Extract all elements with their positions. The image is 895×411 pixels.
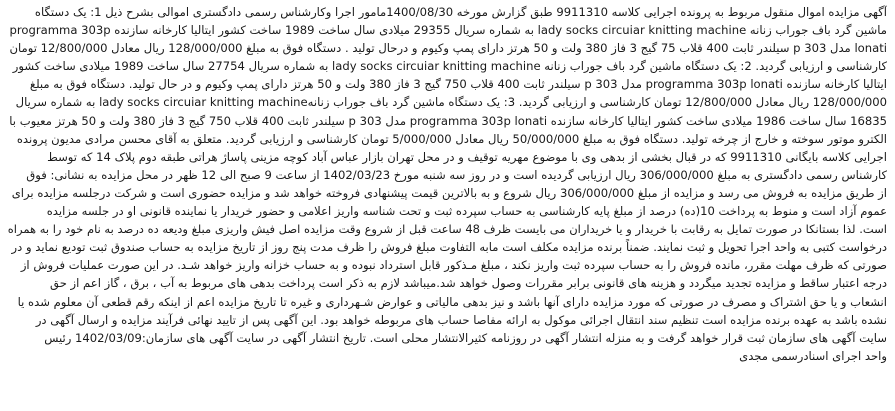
- notice-line-5: ایتالیا کارخانه سازنده programma 303p lonati مدل 303 p سیلندر ثابت 400 قلاب 750 گیج 3 فاز 380 ولت و 50 هرتز دارای پمپ وکیوم و در حال تولید. دستگاه فوق به مبلغ: [29, 77, 887, 92]
- notice-line-8: الکترو موتور سوخته و خارج از چرخه تولید. دستگاه فوق به مبلغ 50/000/000 ریال معادل 5/000/000 تومان کارشناسی و ارزیابی گردید. متعلق به آقای محسن مرادی مدیون پرونده: [16, 131, 887, 146]
- auction-notice-text: [8, 3, 887, 408]
- notice-line-4: کارشناسی و ارزیابی گردید. 2: یک دستگاه ماشین گرد باف جوراب زنانه lady socks circuiar knitting machine به شماره سریال 27754 سال ساخت 1989 میلادی ساخت کشور: [12, 59, 887, 74]
- notice-line-16: درجه اعتبار ساقط و مزایده تجدید میگردد و هزینه های قانونی برابر مقررات وصول خواهد شد.میباشد لازم به ذکر است پرداخت بدهی های مربوط به آب ، برق ، گاز اعم از حق: [50, 276, 887, 291]
- notice-line-3: lonati مدل 303 p سیلندر ثابت 400 قلاب 75 گیج 3 فاز 380 ولت و 50 هرتز دارای پمپ وکیوم و درحال تولید . دستگاه فوق به مبلغ 128/000/000 ریال معادل 12/800/000 تومان: [9, 41, 887, 56]
- notice-line-19: سایت آگهی های سازمان ثبت قرار خواهد گرفت و به منزله انتشار آگهی در روزنامه کثیرالانتشار محلی است. تاریخ انتشار آگهی در سایت آگهی های سازمان:1402/03/09 رئیس: [44, 330, 887, 345]
- notice-line-11: از طریق مزایده به فروش می رسد و مزایده از مبلغ 306/000/000 ریال شروع و به بالاترین قیمت پیشنهادی فروخته خواهد شد و مزایده حضوری است و شرکت درجلسه مزایده برای: [11, 185, 887, 200]
- notice-line-15: صورتی که ظرف مهلت مقرر، مانده فروش را به حساب سپرده ثبت واریز نکند ، مبلغ مـذکور قابل استرداد نبوده و به حساب خزانه واریز خواهد شـد. در این صورت عملیات فروش از: [20, 258, 887, 273]
- notice-line-20: واحد اجرای اسنادرسمی مجدی: [739, 348, 887, 363]
- notice-line-1: آگهی مزایده اموال منقول مربوط به پرونده اجرایی کلاسه 9911310 طبق گزارش مورخه 1400/08/30مامور اجرا وکارشناس رسمی دادگستری اموالی بشرح ذیل 1: یک دستگاه: [34, 5, 887, 19]
- notice-line-13: است. لذا بستانکا در صورت تمایل به رقابت با خریدار و یا خریداران می بایست ظرف 48 ساعت قبل از شروع وقت مزایده اصل فیش واریزی مبلغ ودیعه ده درصد به نام خود را به همراه: [8, 222, 887, 237]
- notice-line-9: اجرایی کلاسه بایگانی 9911310 که در قبال بخشی از بدهی وی با موضوع مهریه توقیف و در محل تهران بازار عباس آباد کوچه مزینی پاساژ هراتی طبقه دوم پلاک 14 که توسط: [47, 149, 887, 164]
- notice-line-2: ماشین گرد باف جوراب زنانه lady socks circuiar knitting machine به شماره سریال 29355 میلادی سال ساخت 1989 ساخت کشور ایتالیا کارخانه سازنده programma 303p: [9, 23, 887, 38]
- notice-line-10: کارشناس رسمی دادگستری به مبلغ 306/000/000 ریال ارزیابی گردیده است و در روز سه شنبه مورخ 1402/03/23 از ساعت 9 صبح الی 12 ظهر در محل مزایده به نشانی: فوق: [26, 167, 887, 182]
- notice-line-18: نشده باشد به عهده برنده مزایده است تنظیم سند انتقال اجرائی موکول به ارائه مفاصا حساب های مربوطه خواهد بود. این آگهی پس از تایید نهائی فرآیند مزایده و ارسال آگهی در: [35, 312, 887, 327]
- notice-line-6: 128/000/000 ریال معادل 12/800/000 تومان کارشناسی و ارزیابی گردید. 3: یک دستگاه ماشین گرد باف جوراب زنانهlady socks circuiar knitting machine به شماره سریال: [15, 95, 887, 110]
- notice-line-7: 16835 سال ساخت 1986 میلادی ساخت کشور ایتالیا کارخانه سازنده programma 303p lonati مدل 303 p سیلندر ثابت 400 قلاب 750 گیج 3 فاز 380 ولت و 50 هرتز معیوب با: [9, 113, 887, 128]
- notice-line-17: انشعاب و یا حق اشتراک و مصرف در صورتی که مورد مزایده دارای آنها باشد و نیز بدهی مالیاتی و عوارض شـهرداری و غیره تا تاریخ مزایده اعم از اینکه رقم قطعی آن معلوم شده یا: [17, 294, 887, 309]
- notice-line-14: درخواست کتبی به واحد اجرا تحویل و ثبت نمایند. ضمناً برنده مزایده مکلف است مابه التفاوت مبلغ فروش را ظرف مدت پنج روز از تاریخ مزایده به حساب صندوق ثبت تودیع نماید و در: [11, 240, 887, 255]
- notice-line-12: عموم آزاد است و منوط به پرداخت 10(ده) درصد از مبلغ پایه کارشناسی به حساب سپرده ثبت و تحت شناسه واریز اعلامی و حضور خریدار یا نماینده قانونی او در جلسه مزایده: [46, 204, 887, 219]
